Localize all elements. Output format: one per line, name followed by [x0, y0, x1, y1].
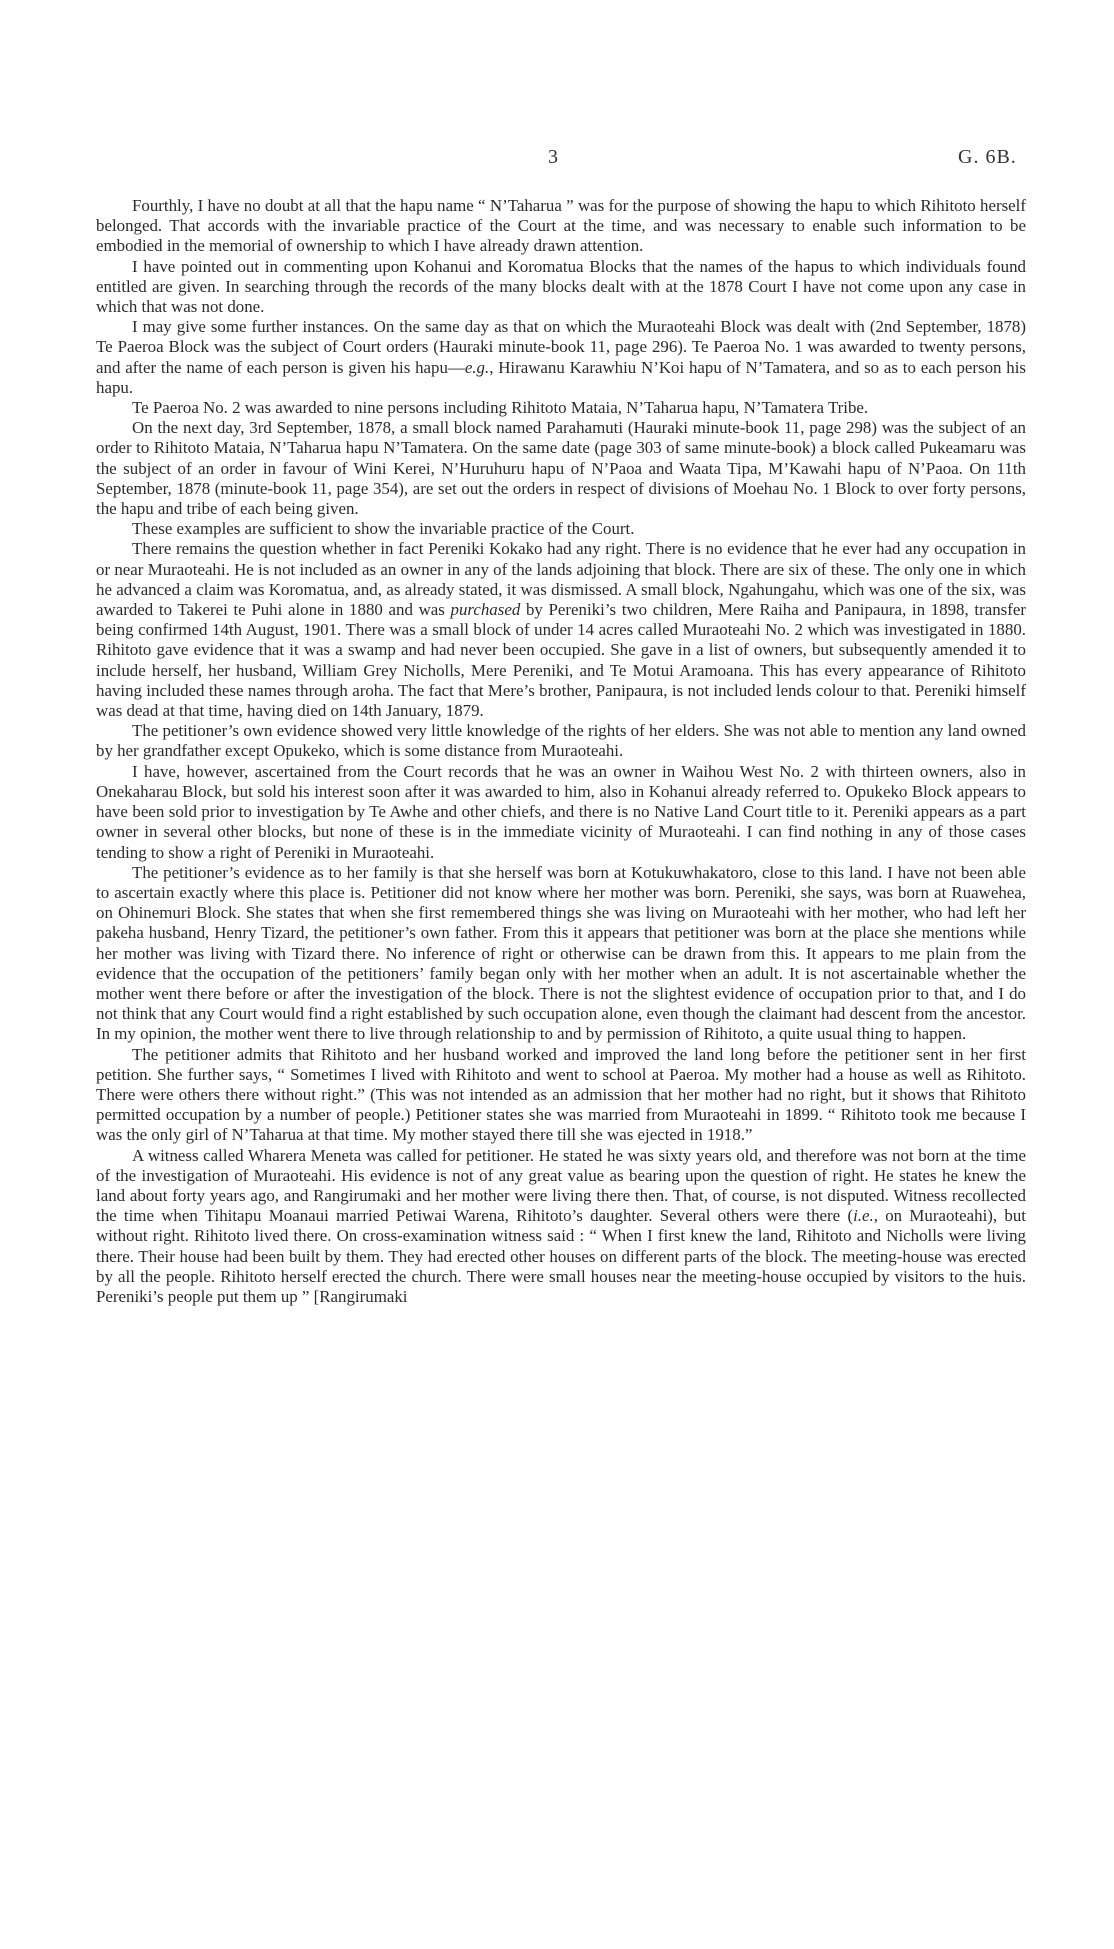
paragraph-12-part-1: A witness called Wharera Meneta was called for petitioner. He stated he was sixty years old, and therefore was not born at the time of the investigation of Muraoteahi. His evidence is not of any great value as bearing upon the question of right. He states he knew the land about forty years ago, and Rangirumaki and her mother were living there then. That, of course, is not disputed. Witness recollected the time when Tihitapu Moanaui married Petiwai Warena, Rihitoto’s daughter. Several others were there ( — [96, 1145, 1026, 1226]
paragraph-9: I have, however, ascertained from the Court records that he was an owner in Waihou West No. 2 with thirteen owners, also in Onekaharau Block, but sold his interest soon after it was awarded to him, also in Kohanui already referred to. Opukeko Block appears to have been sold prior to investigation by Te Awhe and other chiefs, and there is no Native Land Court title to it. Pereniki appears as a part owner in several other blocks, but none of these is in the immediate vicinity of Muraoteahi. I can find nothing in any of those cases tending to show a right of Pereniki in Muraoteahi. — [96, 761, 1026, 862]
paragraph-7-part-2: by Pereniki’s two children, Mere Raiha and Panipaura, in 1898, transfer being confirmed 14th August, 1901. There was a small block of under 14 acres called Muraoteahi No. 2 which was investigated in 1880. Rihitoto gave evidence that it was a swamp and had never been occupied. She gave in a list of owners, but subsequently amended it to include herself, her husband, William Grey Nicholls, Mere Pereniki, and Te Motui Aramoana. This has every appearance of Rihitoto having included these names through aroha. The fact that Mere’s brother, Panipaura, is not included lends colour to that. Pereniki himself was dead at that time, having died on 14th January, 1879. — [96, 600, 1026, 721]
paragraph-1: Fourthly, I have no doubt at all that the hapu name “ N’Taharua ” was for the purpose of showing the hapu to which Rihitoto herself belonged. That accords with the invariable practice of the Court at the time, and was necessary to enable such information to be embodied in the memorial of ownership to which I have already drawn attention. — [96, 196, 1026, 256]
page-number: 3 — [548, 146, 558, 168]
paragraph-12-part-2: , on Muraoteahi), but without right. Rihitoto lived there. On cross-examination witness said : “ When I first knew the land, Rihitoto and Nicholls were living there. Their house had been built by them. They had erected other houses on different parts of the block. The meeting-house was erected by all the people. Rihitoto herself erected the church. There were small houses near the meeting-house occupied by visitors to the huis. Pereniki’s people put them up ” [Rangirumaki — [96, 1206, 1026, 1306]
paragraph-7 — [96, 539, 1026, 721]
paragraph-2: I have pointed out in commenting upon Kohanui and Koromatua Blocks that the names of the hapus to which individuals found entitled are given. In searching through the records of the many blocks dealt with at the 1878 Court I have not come upon any case in which that was not done. — [96, 256, 1026, 317]
paragraph-3-part-2: , Hirawanu Karawhiu N’Koi hapu of N’Tamatera, and so as to each person his hapu. — [96, 357, 1027, 397]
paragraph-11: The petitioner admits that Rihitoto and her husband worked and improved the land long before the petitioner sent in her first petition. She further says, “ Sometimes I lived with Rihitoto and went to school at Paeroa. My mother had a house as well as Rihitoto. There were others there without right.” (This was not intended as an admission that her mother had no right, but it shows that Rihitoto permitted occupation by a number of people.) Petitioner states she was married from Muraoteahi in 1899. “ Rihitoto took me because I was the only girl of N’Taharua at that time. My mother stayed there till she was ejected in 1918.” — [96, 1044, 1026, 1145]
paragraph-3-italic: e.g. — [464, 357, 490, 377]
paragraph-12 — [96, 1146, 1026, 1308]
paragraph-7-part-1: There remains the question whether in fact Pereniki Kokako had any right. There is no evidence that he ever had any occupation in or near Muraoteahi. He is not included as an owner in any of the lands adjoining that block. There are six of these. The only one in which he advanced a claim was Koromatua, and, as already stated, it was dismissed. A small block, Ngahungahu, which was one of the six, was awarded to Takerei te Puhi alone in 1880 and was — [96, 539, 1026, 620]
paragraph-12-italic: i.e. — [853, 1206, 874, 1226]
paragraph-8: The petitioner’s own evidence showed very little knowledge of the rights of her elders. She was not able to mention any land owned by her grandfather except Opukeko, which is some distance from Muraoteahi. — [96, 721, 1026, 761]
body-text — [96, 196, 1026, 1307]
paragraph-4: Te Paeroa No. 2 was awarded to nine persons including Rihitoto Mataia, N’Taharua hapu, N’Tamatera Tribe. — [132, 398, 869, 418]
paragraph-3 — [96, 317, 1026, 398]
paragraph-7-italic: purchased — [450, 600, 521, 620]
paragraph-3-part-1: I may give some further instances. On the same day as that on which the Muraoteahi Block was dealt with (2nd September, 1878) Te Paeroa Block was the subject of Court orders (Hauraki minute-book 11, page 296). Te Paeroa No. 1 was awarded to twenty persons, and after the name of each person is given his hapu— — [96, 317, 1026, 377]
document-reference: G. 6B. — [958, 146, 1017, 168]
paragraph-5: On the next day, 3rd September, 1878, a small block named Parahamuti (Hauraki minute-book 11, page 298) was the subject of an order to Rihitoto Mataia, N’Taharua hapu N’Tamatera. On the same date (page 303 of same minute-book) a block called Pukeamaru was the subject of an order in favour of Wini Kerei, N’Huruhuru hapu of N’Paoa and Waata Tipa, M’Kawahi hapu of N’Paoa. On 11th September, 1878 (minute-book 11, page 354), are set out the orders in respect of divisions of Moehau No. 1 Block to over forty persons, the hapu and tribe of each being given. — [96, 418, 1026, 519]
paragraph-10: The petitioner’s evidence as to her family is that she herself was born at Kotukuwhakatoro, close to this land. I have not been able to ascertain exactly where this place is. Petitioner did not know where her mother was born. Pereniki, she says, was born at Ruawehea, on Ohinemuri Block. She states that when she first remembered things she was living on Muraoteahi with her mother, who had left her pakeha husband, Henry Tizard, the petitioner’s own father. From this it appears that petitioner was born at the place she mentions while her mother was living with Tizard there. No inference of right or otherwise can be drawn from this. It appears to me plain from the evidence that the occupation of the petitioners’ family began only with her mother when an adult. It is not ascertainable whether the mother went there before or after the investigation of the block. There is not the slightest evidence of occupation prior to that, and I do not think that any Court would find a right established by such occupation alone, even though the claimant had descent from the ancestor. In my opinion, the mother went there to live through relationship to and by permission of Rihitoto, a quite usual thing to happen. — [96, 862, 1026, 1044]
paragraph-6: These examples are sufficient to show the invariable practice of the Court. — [132, 519, 635, 539]
